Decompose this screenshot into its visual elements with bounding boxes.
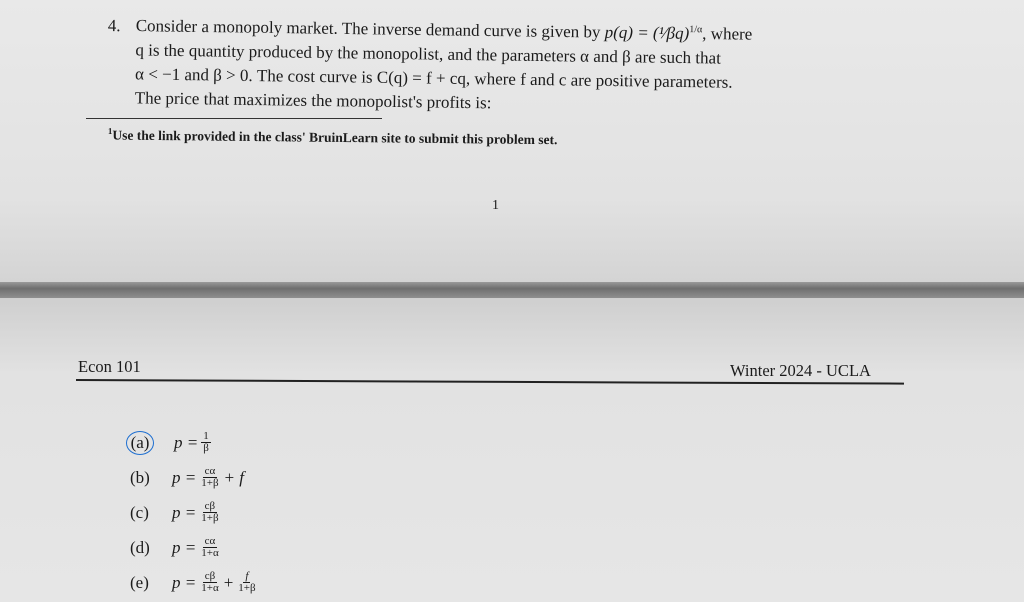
option-d[interactable] xyxy=(130,530,261,565)
option-c[interactable] xyxy=(130,495,261,530)
option-lhs: p = xyxy=(174,432,199,452)
page-number: 1 xyxy=(492,198,499,213)
option-fraction-2: $\frac{f}{1+\beta}$ xyxy=(238,570,256,594)
footnote-rule xyxy=(86,118,382,119)
option-e[interactable] xyxy=(130,565,261,600)
footnote-mark: 1 xyxy=(107,126,113,137)
option-tail: + f xyxy=(223,467,244,487)
option-fraction: $\frac{c\alpha}{1+\beta}$ xyxy=(201,465,219,489)
demand-exponent: 1/α xyxy=(689,24,703,36)
answer-options xyxy=(130,425,261,600)
option-letter: (b) xyxy=(130,467,150,487)
option-lhs: p = xyxy=(172,572,197,592)
problem-line-2: q is the quantity produced by the monopolist, and the parameters α and β are such that xyxy=(135,40,722,68)
option-lhs: p = xyxy=(172,502,197,522)
demand-formula: p(q) = (¹⁄βq) xyxy=(604,22,690,43)
option-letter: (e) xyxy=(130,572,149,592)
problem-line-3: α < −1 and β > 0. The cost curve is C(q) = f + cq, where f and c are positive parameters. xyxy=(134,64,733,92)
page-gap xyxy=(0,282,1024,298)
option-letter: (c) xyxy=(130,502,149,522)
term-title: Winter 2024 - UCLA xyxy=(730,361,871,380)
problem-statement xyxy=(107,10,908,121)
selected-option-circle[interactable]: (a) xyxy=(126,431,154,455)
option-letter: (d) xyxy=(130,537,150,557)
problem-number: 4. xyxy=(107,15,121,35)
option-b[interactable] xyxy=(130,460,261,495)
option-fraction: $\frac{c\alpha}{1+\alpha}$ xyxy=(201,535,219,559)
option-a[interactable] xyxy=(130,425,261,460)
footnote-text: Use the link provided in the class' BruinLearn site to submit this problem set. xyxy=(112,127,558,148)
option-plus: + xyxy=(223,572,234,592)
problem-line-1-end: , where xyxy=(702,23,753,44)
option-lhs: p = xyxy=(172,537,197,557)
course-title: Econ 101 xyxy=(78,357,141,376)
option-fraction: $\frac{c\beta}{1+\alpha}$ xyxy=(201,570,219,594)
option-fraction: $\frac{1}{\beta}$ xyxy=(203,430,209,454)
option-fraction: $\frac{c\beta}{1+\beta}$ xyxy=(201,500,219,524)
problem-line-4: The price that maximizes the monopolist's profits is: xyxy=(134,88,492,113)
problem-line-1: Consider a monopoly market. The inverse demand curve is given by xyxy=(135,16,605,42)
option-lhs: p = xyxy=(172,467,197,487)
